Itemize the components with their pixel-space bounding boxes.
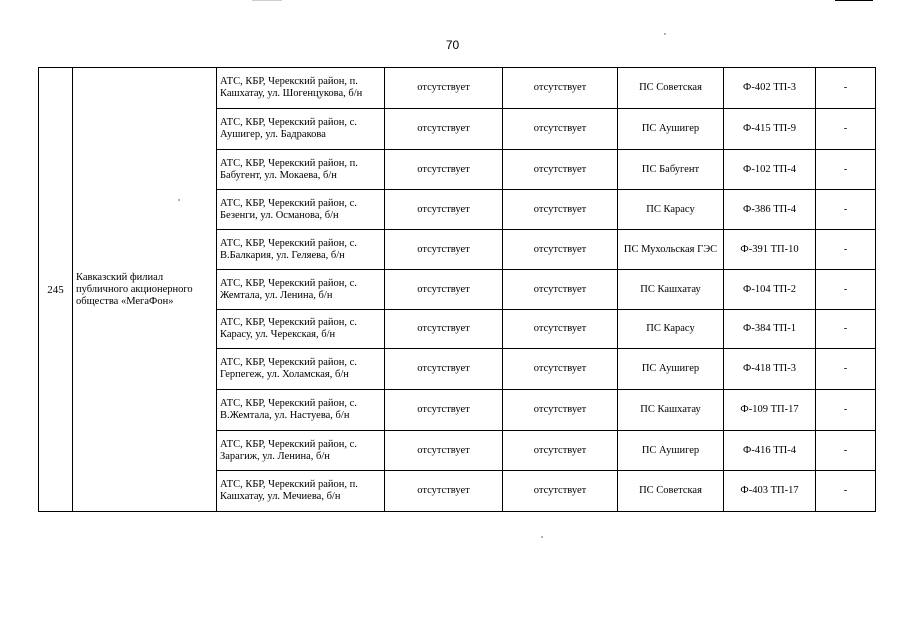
feeder-cell: Ф-402 ТП-3 xyxy=(724,68,816,109)
organization-name: Кавказский филиал публичного акционерного общества «МегаФон» xyxy=(73,68,217,512)
object-address: АТС, КБР, Черекский район, с. В.Жемтала, ул. Настуева, б/н xyxy=(217,390,385,431)
substation-cell: ПС Бабугент xyxy=(618,150,724,190)
substation-cell: ПС Советская xyxy=(618,68,724,109)
substation-cell: ПС Карасу xyxy=(618,190,724,230)
status-cell: отсутствует xyxy=(385,109,503,150)
feeder-cell: Ф-403 ТП-17 xyxy=(724,471,816,512)
status-cell: отсутствует xyxy=(385,230,503,270)
substation-cell: ПС Кашхатау xyxy=(618,270,724,310)
register-table xyxy=(38,67,876,512)
status-cell: отсутствует xyxy=(385,349,503,390)
note-cell: - xyxy=(816,431,876,471)
status-cell: отсутствует xyxy=(503,230,618,270)
status-cell: отсутствует xyxy=(385,390,503,431)
status-cell: отсутствует xyxy=(503,471,618,512)
feeder-cell: Ф-391 ТП-10 xyxy=(724,230,816,270)
note-cell: - xyxy=(816,390,876,431)
note-cell: - xyxy=(816,68,876,109)
table-row xyxy=(39,68,876,109)
scan-speck xyxy=(664,33,666,35)
feeder-cell: Ф-416 ТП-4 xyxy=(724,431,816,471)
status-cell: отсутствует xyxy=(503,68,618,109)
status-cell: отсутствует xyxy=(385,431,503,471)
substation-cell: ПС Мухольская ГЭС xyxy=(618,230,724,270)
substation-cell: ПС Аушигер xyxy=(618,349,724,390)
note-cell: - xyxy=(816,270,876,310)
object-address: АТС, КБР, Черекский район, с. В.Балкария, ул. Геляева, б/н xyxy=(217,230,385,270)
status-cell: отсутствует xyxy=(385,190,503,230)
object-address: АТС, КБР, Черекский район, с. Герпегеж, ул. Холамская, б/н xyxy=(217,349,385,390)
feeder-cell: Ф-418 ТП-3 xyxy=(724,349,816,390)
substation-cell: ПС Карасу xyxy=(618,310,724,349)
object-address: АТС, КБР, Черекский район, п. Кашхатау, ул. Мечиева, б/н xyxy=(217,471,385,512)
object-address: АТС, КБР, Черекский район, с. Жемтала, ул. Ленина, б/н xyxy=(217,270,385,310)
note-cell: - xyxy=(816,109,876,150)
scan-speck xyxy=(178,199,180,201)
status-cell: отсутствует xyxy=(385,150,503,190)
status-cell: отсутствует xyxy=(503,150,618,190)
scan-mark xyxy=(252,0,282,1)
substation-cell: ПС Кашхатау xyxy=(618,390,724,431)
status-cell: отсутствует xyxy=(385,310,503,349)
status-cell: отсутствует xyxy=(503,310,618,349)
object-address: АТС, КБР, Черекский район, п. Кашхатау, ул. Шогенцукова, б/н xyxy=(217,68,385,109)
feeder-cell: Ф-415 ТП-9 xyxy=(724,109,816,150)
object-address: АТС, КБР, Черекский район, с. Зарагиж, ул. Ленина, б/н xyxy=(217,431,385,471)
substation-cell: ПС Аушигер xyxy=(618,109,724,150)
entry-number: 245 xyxy=(39,68,73,512)
status-cell: отсутствует xyxy=(503,270,618,310)
status-cell: отсутствует xyxy=(503,109,618,150)
feeder-cell: Ф-102 ТП-4 xyxy=(724,150,816,190)
status-cell: отсутствует xyxy=(503,349,618,390)
page-number: 70 xyxy=(445,38,460,52)
note-cell: - xyxy=(816,349,876,390)
feeder-cell: Ф-109 ТП-17 xyxy=(724,390,816,431)
header-rule xyxy=(835,0,873,1)
object-address: АТС, КБР, Черекский район, с. Карасу, ул. Черекская, б/н xyxy=(217,310,385,349)
note-cell: - xyxy=(816,230,876,270)
feeder-cell: Ф-386 ТП-4 xyxy=(724,190,816,230)
status-cell: отсутствует xyxy=(385,270,503,310)
object-address: АТС, КБР, Черекский район, с. Безенги, ул. Османова, б/н xyxy=(217,190,385,230)
object-address: АТС, КБР, Черекский район, п. Бабугент, ул. Мокаева, б/н xyxy=(217,150,385,190)
status-cell: отсутствует xyxy=(385,68,503,109)
status-cell: отсутствует xyxy=(503,390,618,431)
scan-speck xyxy=(541,536,543,538)
status-cell: отсутствует xyxy=(385,471,503,512)
status-cell: отсутствует xyxy=(503,190,618,230)
substation-cell: ПС Советская xyxy=(618,471,724,512)
note-cell: - xyxy=(816,190,876,230)
feeder-cell: Ф-384 ТП-1 xyxy=(724,310,816,349)
note-cell: - xyxy=(816,150,876,190)
status-cell: отсутствует xyxy=(503,431,618,471)
feeder-cell: Ф-104 ТП-2 xyxy=(724,270,816,310)
note-cell: - xyxy=(816,310,876,349)
note-cell: - xyxy=(816,471,876,512)
object-address: АТС, КБР, Черекский район, с. Аушигер, ул. Бадракова xyxy=(217,109,385,150)
substation-cell: ПС Аушигер xyxy=(618,431,724,471)
